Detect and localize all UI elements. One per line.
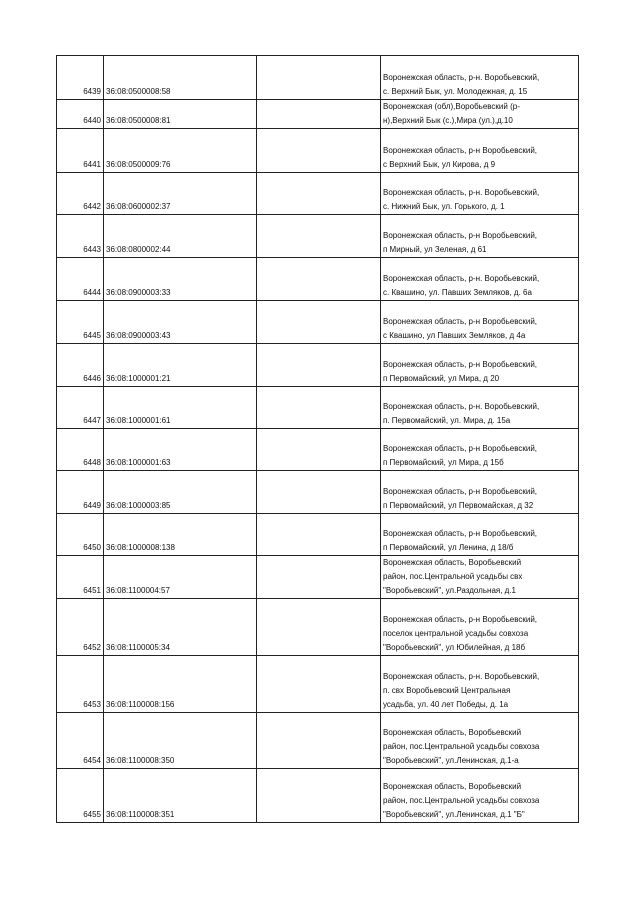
row-number: 6446 <box>57 344 104 387</box>
cadastral-number: 36:08:1100008:350 <box>104 713 257 769</box>
address-line: Воронежская область, Воробьевский <box>383 782 522 791</box>
cadastral-number: 36:08:0800002:44 <box>104 215 257 258</box>
empty-cell <box>257 471 381 514</box>
address-cell <box>381 215 579 258</box>
table-row <box>57 258 579 301</box>
address-line: п Первомайский, ул Мира, д 15б <box>383 458 504 467</box>
table-row <box>57 429 579 471</box>
row-number: 6449 <box>57 471 104 514</box>
table-row <box>57 471 579 514</box>
table-row <box>57 656 579 713</box>
address-line: "Воробьевский", ул.Ленинская, д.1-а <box>383 756 519 765</box>
address-line: Воронежская область, р-н. Воробьевский, <box>383 188 540 197</box>
address-line: н),Верхний Бык (с.),Мира (ул.),д.10 <box>383 116 513 125</box>
address-line: п. Первомайский, ул. Мира, д. 15а <box>383 416 511 425</box>
address-cell <box>381 56 579 100</box>
address-line: п Первомайский, ул Мира, д 20 <box>383 374 500 383</box>
registry-table-body <box>57 56 579 823</box>
cadastral-number: 36:08:1100004:57 <box>104 556 257 599</box>
address-line: Воронежская область, р-н. Воробьевский, <box>383 402 540 411</box>
address-line: п Первомайский, ул Первомайская, д 32 <box>383 501 534 510</box>
row-number: 6454 <box>57 713 104 769</box>
row-number: 6444 <box>57 258 104 301</box>
table-row <box>57 599 579 656</box>
address-cell <box>381 173 579 215</box>
address-line: Воронежская область, Воробьевский <box>383 728 522 737</box>
address-cell <box>381 599 579 656</box>
address-line: усадьба, ул. 40 лет Победы, д. 1а <box>383 700 509 709</box>
address-line: Воронежская область, р-н Воробьевский, <box>383 444 538 453</box>
address-cell <box>381 100 579 129</box>
address-line: Воронежская область, р-н Воробьевский, <box>383 529 538 538</box>
empty-cell <box>257 713 381 769</box>
empty-cell <box>257 301 381 344</box>
address-line: Воронежская (обл),Воробьевский (р- <box>383 102 520 111</box>
table-row <box>57 56 579 100</box>
address-line: с. Верхний Бык, ул. Молодежная, д. 15 <box>383 87 528 96</box>
address-line: район, пос.Центральной усадьбы совхоза <box>383 742 540 751</box>
address-line: с Квашино, ул Павших Земляков, д 4а <box>383 331 526 340</box>
address-line: Воронежская область, р-н Воробьевский, <box>383 615 538 624</box>
cadastral-number: 36:08:0500008:81 <box>104 100 257 129</box>
table-row <box>57 769 579 823</box>
address-line: Воронежская область, р-н Воробьевский, <box>383 487 538 496</box>
address-cell <box>381 387 579 429</box>
address-cell <box>381 556 579 599</box>
empty-cell <box>257 599 381 656</box>
address-cell <box>381 129 579 173</box>
address-cell <box>381 429 579 471</box>
cadastral-number: 36:08:1000001:63 <box>104 429 257 471</box>
row-number: 6442 <box>57 173 104 215</box>
address-line: Воронежская область, р-н. Воробьевский, <box>383 672 540 681</box>
address-cell <box>381 301 579 344</box>
address-line: Воронежская область, р-н Воробьевский, <box>383 146 538 155</box>
address-line: поселок центральной усадьбы совхоза <box>383 629 529 638</box>
empty-cell <box>257 556 381 599</box>
row-number: 6448 <box>57 429 104 471</box>
table-row <box>57 556 579 599</box>
address-line: Воронежская область, р-н Воробьевский, <box>383 231 538 240</box>
address-line: с. Квашино, ул. Павших Земляков, д. 6а <box>383 288 532 297</box>
address-line: п Первомайский, ул Ленина, д 18/б <box>383 543 514 552</box>
empty-cell <box>257 429 381 471</box>
address-cell <box>381 344 579 387</box>
empty-cell <box>257 215 381 258</box>
table-row <box>57 129 579 173</box>
address-line: Воронежская область, р-н. Воробьевский, <box>383 73 540 82</box>
row-number: 6451 <box>57 556 104 599</box>
address-line: Воронежская область, Воробьевский <box>383 558 522 567</box>
address-cell <box>381 769 579 823</box>
row-number: 6440 <box>57 100 104 129</box>
row-number: 6452 <box>57 599 104 656</box>
table-row <box>57 100 579 129</box>
address-line: "Воробьевский", ул.Раздольная, д.1 <box>383 586 517 595</box>
row-number: 6439 <box>57 56 104 100</box>
empty-cell <box>257 514 381 556</box>
address-cell <box>381 514 579 556</box>
row-number: 6445 <box>57 301 104 344</box>
cadastral-number: 36:08:1000003:85 <box>104 471 257 514</box>
table-row <box>57 514 579 556</box>
address-line: Воронежская область, р-н Воробьевский, <box>383 360 538 369</box>
table-row <box>57 713 579 769</box>
cadastral-number: 36:08:1100005:34 <box>104 599 257 656</box>
table-row <box>57 344 579 387</box>
empty-cell <box>257 344 381 387</box>
empty-cell <box>257 258 381 301</box>
row-number: 6441 <box>57 129 104 173</box>
address-line: район, пос.Центральной усадьбы совхоза <box>383 796 540 805</box>
empty-cell <box>257 656 381 713</box>
cadastral-number: 36:08:0500008:58 <box>104 56 257 100</box>
cadastral-number: 36:08:0500009:76 <box>104 129 257 173</box>
address-cell <box>381 258 579 301</box>
cadastral-number: 36:08:1100008:351 <box>104 769 257 823</box>
address-line: с. Нижний Бык, ул. Горького, д. 1 <box>383 202 505 211</box>
empty-cell <box>257 769 381 823</box>
address-line: "Воробьевский", ул.Ленинская, д.1 "Б" <box>383 810 525 819</box>
address-line: п Мирный, ул Зеленая, д 61 <box>383 245 487 254</box>
cadastral-number: 36:08:0900003:33 <box>104 258 257 301</box>
cadastral-number: 36:08:0600002:37 <box>104 173 257 215</box>
table-row <box>57 387 579 429</box>
cadastral-number: 36:08:1000001:61 <box>104 387 257 429</box>
cadastral-number: 36:08:1100008:156 <box>104 656 257 713</box>
row-number: 6443 <box>57 215 104 258</box>
empty-cell <box>257 100 381 129</box>
registry-table <box>56 55 579 823</box>
address-line: п. свх Воробьевский Центральная <box>383 686 511 695</box>
address-cell <box>381 656 579 713</box>
row-number: 6455 <box>57 769 104 823</box>
cadastral-number: 36:08:1000001:21 <box>104 344 257 387</box>
cadastral-number: 36:08:0900003:43 <box>104 301 257 344</box>
empty-cell <box>257 129 381 173</box>
address-line: "Воробьевский", ул Юбилейная, д 18б <box>383 643 526 652</box>
address-line: с Верхний Бык, ул Кирова, д 9 <box>383 160 496 169</box>
row-number: 6447 <box>57 387 104 429</box>
cadastral-number: 36:08:1000008:138 <box>104 514 257 556</box>
row-number: 6453 <box>57 656 104 713</box>
address-line: Воронежская область, р-н. Воробьевский, <box>383 274 540 283</box>
empty-cell <box>257 173 381 215</box>
empty-cell <box>257 56 381 100</box>
row-number: 6450 <box>57 514 104 556</box>
empty-cell <box>257 387 381 429</box>
address-cell <box>381 713 579 769</box>
table-row <box>57 215 579 258</box>
table-row <box>57 301 579 344</box>
address-cell <box>381 471 579 514</box>
address-line: Воронежская область, р-н Воробьевский, <box>383 317 538 326</box>
table-row <box>57 173 579 215</box>
address-line: район, пос.Центральной усадьбы свх <box>383 572 523 581</box>
